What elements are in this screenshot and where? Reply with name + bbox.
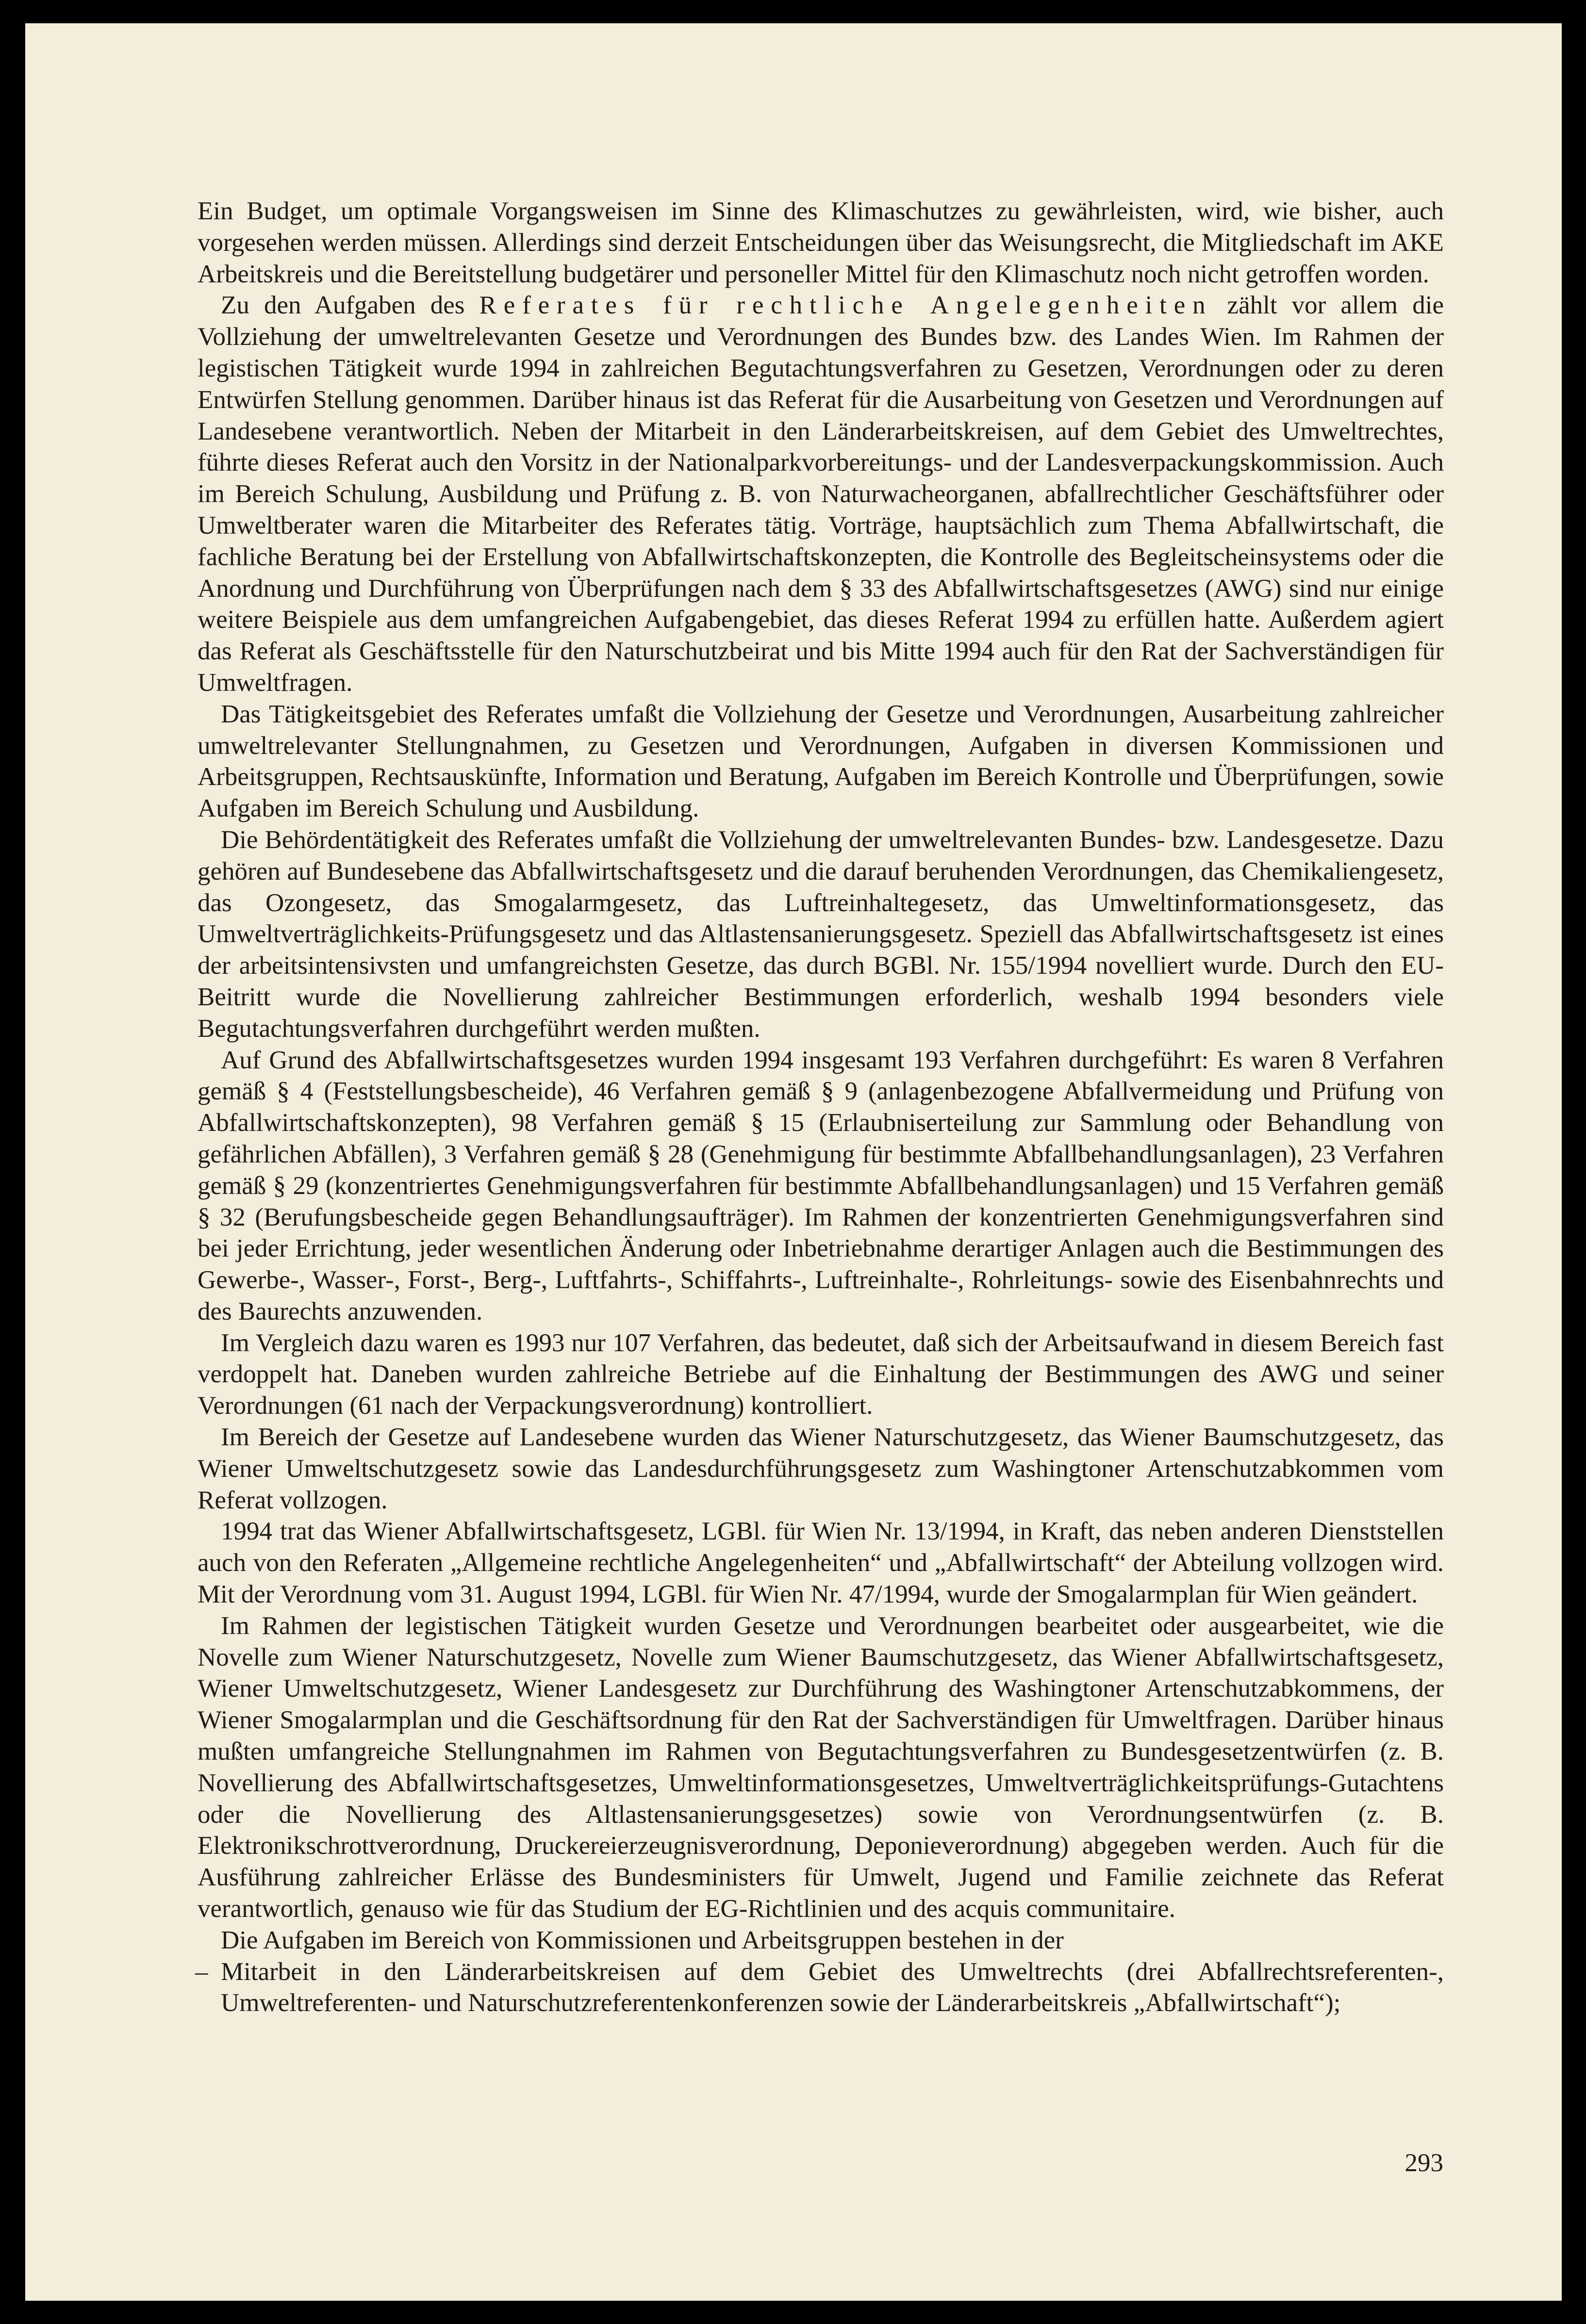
- paragraph-taetigkeitsgebiet: Das Tätigkeitsgebiet des Referates umfaßt die Vollziehung der Gesetze und Verordnungen, Ausarbeitung zahlreicher umweltrelevanter Stellungnahmen, zu Gesetzen und Verordnungen, Aufgaben in diversen Kommissionen und Arbeitsgruppen, Rechtsauskünfte, Information und Beratung, Aufgaben im Bereich Kontrolle und Überprüfungen, sowie Aufgaben im Bereich Schulung und Ausbildung.: [198, 700, 1444, 823]
- page-number: 293: [1404, 2149, 1443, 2177]
- paragraph-referat-aufgaben: [198, 290, 1444, 698]
- paragraph-verfahren-awg: Auf Grund des Abfallwirtschaftsgesetzes wurden 1994 insgesamt 193 Verfahren durchgeführt: Es waren 8 Verfahren gemäß § 4 (Feststellungsbescheide), 46 Verfahren gemäß § 9 (anlagenbezogene Abfallvermeidung und Prüfung von Abfallwirtschaftskonzepten), 98 Verfahren gemäß § 15 (Erlaubniserteilung zur Sammlung oder Behandlung von gefährlichen Abfällen), 3 Verfahren gemäß § 28 (Genehmigung für bestimmte Abfallbehandlungsanlagen), 23 Verfahren gemäß § 29 (konzentriertes Genehmigungsverfahren für bestimmte Abfallbehandlungsanlagen) und 15 Verfahren gemäß § 32 (Berufungsbescheide gegen Behandlungsaufträger). Im Rahmen der konzentrierten Genehmigungsverfahren sind bei jeder Errichtung, jeder wesentlichen Änderung oder Inbetriebnahme derartiger Anlagen auch die Bestimmungen des Gewerbe-, Wasser-, Forst-, Berg-, Luftfahrts-, Schiffahrts-, Luftreinhalte-, Rohrleitungs- sowie des Eisenbahnrechts und des Baurechts anzuwenden.: [198, 1046, 1444, 1326]
- referat-title-spaced: Referates für rechtliche Angelegenheiten: [479, 291, 1213, 320]
- paragraph-landesebene: Im Bereich der Gesetze auf Landesebene wurden das Wiener Naturschutzgesetz, das Wiener Baumschutzgesetz, das Wiener Umweltschutzgesetz sowie das Landesdurchführungsgesetz zum Washingtoner Artenschutzabkommen vom Referat vollzogen.: [198, 1423, 1444, 1514]
- paragraph-behoerdentaetigkeit: Die Behördentätigkeit des Referates umfaßt die Vollziehung der umweltrelevanten Bundes- bzw. Landesgesetze. Dazu gehören auf Bundesebene das Abfallwirtschaftsgesetz und die darauf beruhenden Verordnungen, das Chemikaliengesetz, das Ozongesetz, das Smogalarmgesetz, das Luftreinhaltegesetz, das Umweltinformationsgesetz, das Umweltverträglichkeits-Prüfungsgesetz und das Altlastensanierungsgesetz. Speziell das Abfallwirtschaftsgesetz ist eines der arbeitsintensivsten und umfangreichsten Gesetze, das durch BGBl. Nr. 155/1994 novelliert wurde. Durch den EU-Beitritt wurde die Novellierung zahlreicher Bestimmungen erforderlich, weshalb 1994 besonders viele Begutachtungsverfahren durchgeführt werden mußten.: [198, 825, 1444, 1043]
- paragraph-legistik: Im Rahmen der legistischen Tätigkeit wurden Gesetze und Verordnungen bearbeitet oder ausgearbeitet, wie die Novelle zum Wiener Naturschutzgesetz, Novelle zum Wiener Baumschutzgesetz, das Wiener Abfallwirtschaftsgesetz, Wiener Umweltschutzgesetz, Wiener Landesgesetz zur Durchführung des Washingtoner Artenschutzabkommens, der Wiener Smogalarmplan und die Geschäftsordnung für den Rat der Sachverständigen für Umweltfragen. Darüber hinaus mußten umfangreiche Stellungnahmen im Rahmen von Begutachtungsverfahren zu Bundesgesetzentwürfen (z. B. Novellierung des Abfallwirtschaftsgesetzes, Umweltinformationsgesetzes, Umweltverträglichkeitsprüfungs-Gutachtens oder die Novellierung des Altlastensanierungsgesetzes) sowie von Verordnungsentwürfen (z. B. Elektronikschrottverordnung, Druckereierzeugnisverordnung, Deponieverordnung) abgegeben werden. Auch für die Ausführung zahlreicher Erlässe des Bundesministers für Umwelt, Jugend und Familie zeichnete das Referat verantwortlich, genauso wie für das Studium der EG-Richtlinien und des acquis communitaire.: [198, 1611, 1444, 1923]
- list-item: [195, 1956, 1444, 2019]
- paragraph-wiener-awg: 1994 trat das Wiener Abfallwirtschaftsgesetz, LGBl. für Wien Nr. 13/1994, in Kraft, das neben anderen Dienststellen auch von den Referaten „Allgemeine rechtliche Angelegenheiten“ und „Abfallwirtschaft“ der Abteilung vollzogen wird. Mit der Verordnung vom 31. August 1994, LGBl. für Wien Nr. 47/1994, wurde der Smogalarmplan für Wien geändert.: [198, 1517, 1444, 1609]
- paragraph-budget: Ein Budget, um optimale Vorgangsweisen im Sinne des Klimaschutzes zu gewährleisten, wird, wie bisher, auch vorgesehen werden müssen. Allerdings sind derzeit Entscheidungen über das Weisungsrecht, die Mitgliedschaft im AKE Arbeitskreis und die Bereitstellung budgetärer und personeller Mittel für den Klimaschutz noch nicht getroffen worden.: [198, 197, 1444, 288]
- list-item-text: Mitarbeit in den Länderarbeitskreisen auf dem Gebiet des Umweltrechts (drei Abfallrechtsreferenten-, Umweltreferenten- und Naturschutzreferentenkonferenzen sowie der Länderarbeitskreis „Abfallwirtschaft“);: [221, 1957, 1444, 2017]
- referat-description: zählt vor allem die Vollziehung der umweltrelevanten Gesetze und Verordnungen des Bundes bzw. des Landes Wien. Im Rahmen der legistischen Tätigkeit wurde 1994 in zahlreichen Begutachtungsverfahren zu Gesetzen, Verordnungen oder zu deren Entwürfen Stellung genommen. Darüber hinaus ist das Referat für die Ausarbeitung von Gesetzen und Verordnungen auf Landesebene verantwortlich. Neben der Mitarbeit in den Länderarbeitskreisen, auf dem Gebiet des Umweltrechtes, führte dieses Referat auch den Vorsitz in der Nationalparkvorbereitungs- und der Landesverpackungskommission. Auch im Bereich Schulung, Ausbildung und Prüfung z. B. von Naturwacheorganen, abfallrechtlicher Geschäftsführer oder Umweltberater waren die Mitarbeiter des Referates tätig. Vorträge, hauptsächlich zum Thema Abfallwirtschaft, die fachliche Beratung bei der Erstellung von Abfallwirtschaftskonzepten, die Kontrolle des Begleitscheinsystems oder die Anordnung und Durchführung von Überprüfungen nach dem § 33 des Abfallwirtschaftsgesetzes (AWG) sind nur einige weitere Beispiele aus dem umfangreichen Aufgabengebiet, das dieses Referat 1994 zu erfüllen hatte. Außerdem agiert das Referat als Geschäftsstelle für den Naturschutzbeirat und bis Mitte 1994 auch für den Rat der Sachverständigen für Umweltfragen.: [198, 291, 1444, 697]
- body-text: [195, 196, 1444, 2019]
- document-page: [25, 23, 1562, 2301]
- list-dash: –: [195, 1957, 208, 1986]
- paragraph-kommissionen-intro: Die Aufgaben im Bereich von Kommissionen und Arbeitsgruppen bestehen in der: [221, 1926, 1064, 1954]
- paragraph-vergleich-1993: Im Vergleich dazu waren es 1993 nur 107 Verfahren, das bedeutet, daß sich der Arbeitsaufwand in diesem Bereich fast verdoppelt hat. Daneben wurden zahlreiche Betriebe auf die Einhaltung der Bestimmungen des AWG und seiner Verordnungen (61 nach der Verpackungsverordnung) kontrolliert.: [198, 1328, 1444, 1420]
- referat-intro: Zu den Aufgaben des: [221, 291, 465, 320]
